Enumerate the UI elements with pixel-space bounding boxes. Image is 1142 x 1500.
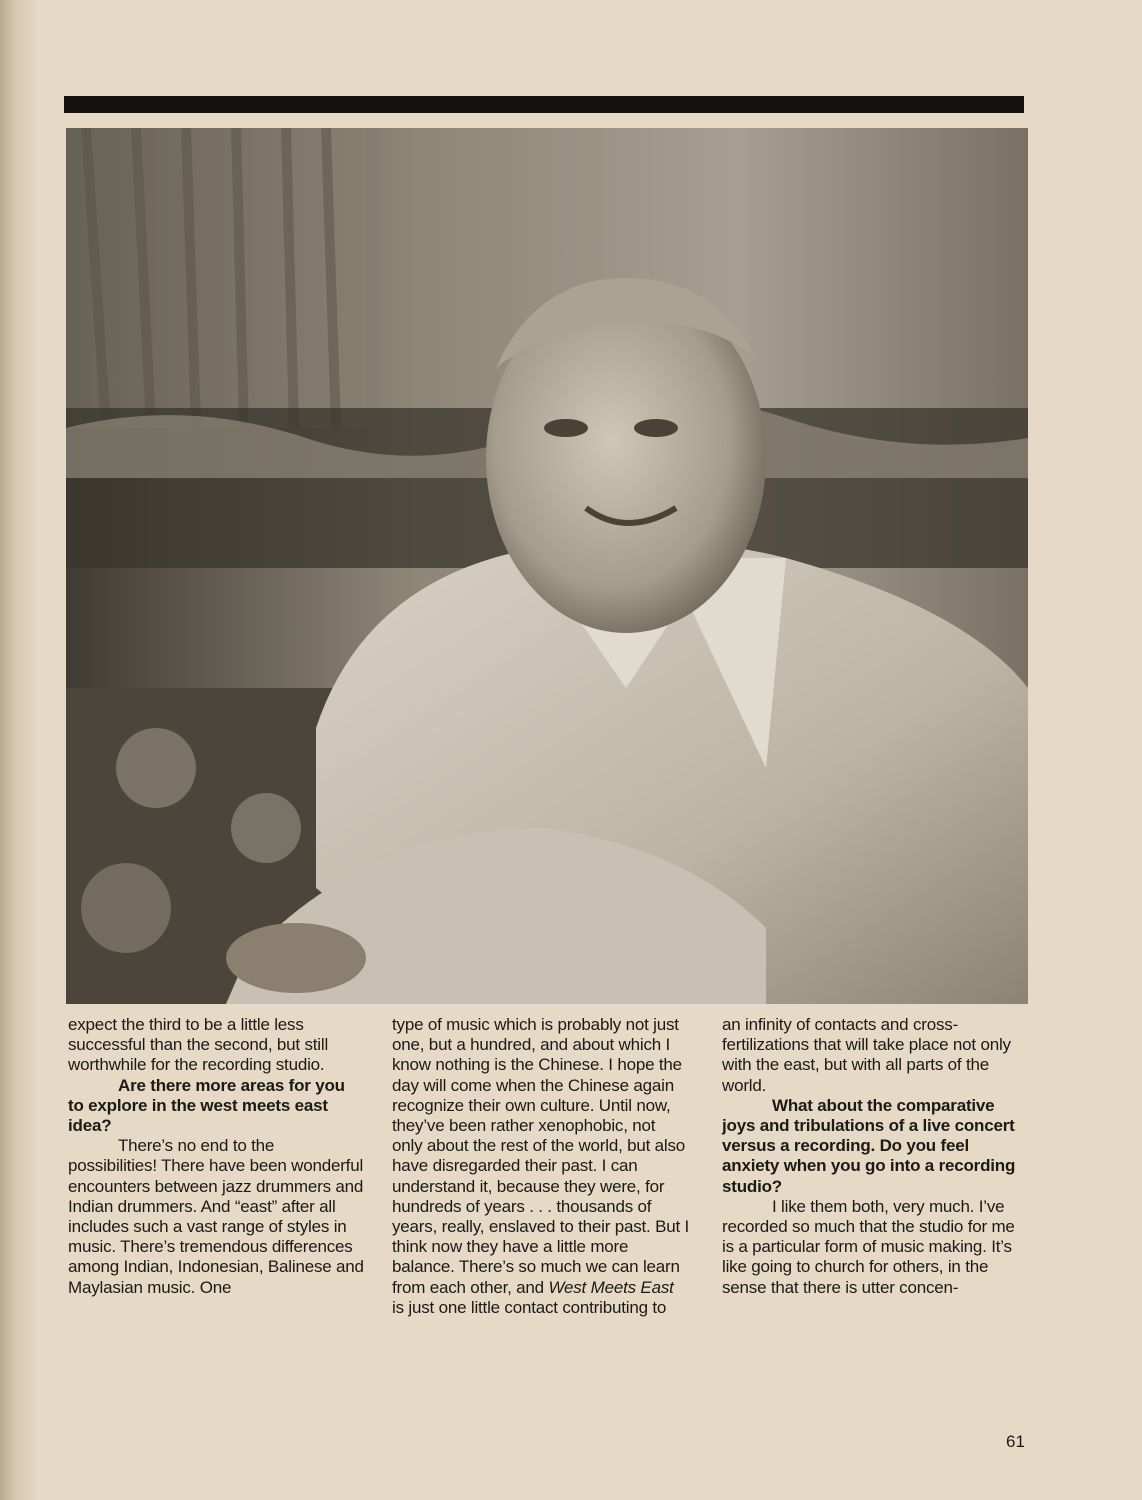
- text-column-2: [392, 1015, 690, 1318]
- paragraph: an infinity of contacts and cross-fertilizations that will take place not only with the east, but with all parts of the world.: [722, 1015, 1011, 1095]
- portrait-photo-icon: [66, 128, 1028, 1004]
- page-number: 61: [1006, 1432, 1025, 1451]
- text-column-1: [68, 1015, 364, 1298]
- paragraph-text: type of music which is probably not just one, but a hundred, and about which I know nothing is the Chinese. I hope the day will come when the Chinese again recognize their own culture. Until now, they’ve been rather xenophobic, not only about the rest of the world, but also have disregarded their past. I can understand it, because they were, for hundreds of years . . . thousands of years, really, enslaved to their past. But I think now they have a little more balance. There’s so much we can learn from each other, and: [392, 1015, 690, 1297]
- album-title: West Meets East: [548, 1277, 674, 1297]
- page-gutter-shadow: [0, 0, 40, 1500]
- paragraph-text: is just one little contact contributing to: [392, 1297, 667, 1317]
- text-column-3: [722, 1015, 1028, 1298]
- header-rule: [64, 96, 1024, 113]
- interview-answer: I like them both, very much. I’ve recorded so much that the studio for me is a particular form of music making. It’s like going to church for others, in the sense that there is utter concen-: [722, 1196, 1015, 1297]
- interview-question: Are there more areas for you to explore in the west meets east idea?: [68, 1075, 345, 1136]
- interview-question: What about the comparative joys and tribulations of a live concert versus a recording. Do you feel anxiety when you go into a recording studio?: [722, 1095, 1016, 1196]
- portrait-photo: [66, 128, 1028, 1004]
- paragraph: [392, 1015, 690, 1318]
- interview-answer: There’s no end to the possibilities! There have been wonderful encounters between jazz drummers and Indian drummers. And “east” after all includes such a vast range of styles in music. There’s tremendous differences among Indian, Indonesian, Balinese and Maylasian music. One: [68, 1136, 364, 1297]
- paragraph: expect the third to be a little less successful than the second, but still worthwhile for the recording studio.: [68, 1015, 329, 1075]
